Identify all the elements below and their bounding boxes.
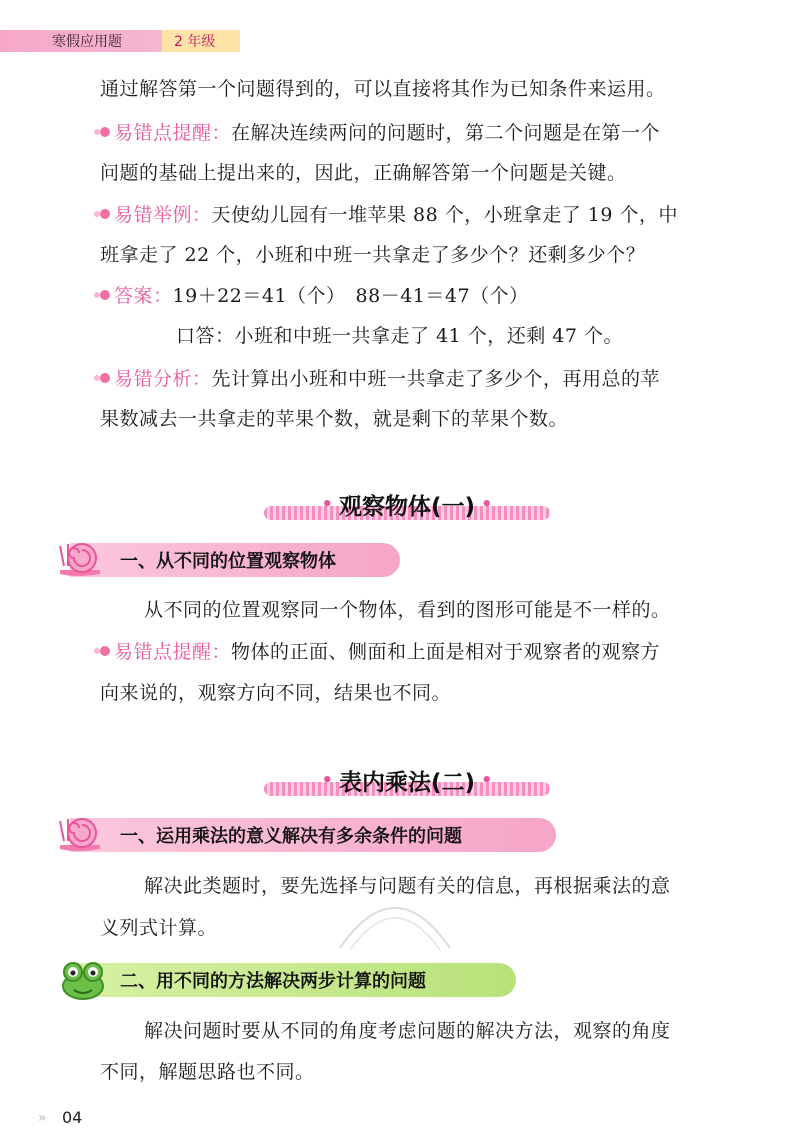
bullet-icon bbox=[100, 373, 110, 383]
analysis-label: 易错分析： bbox=[114, 368, 212, 390]
snail-icon bbox=[56, 536, 104, 580]
section-title-multiplication: • 表内乘法(二) • bbox=[264, 760, 550, 800]
example-line-2: 班拿走了 22 个，小班和中班一共拿走了多少个？还剩多少个？ bbox=[100, 244, 646, 266]
section2-sub1-line-1: 解决此类题时，要先选择与问题有关的信息，再根据乘法的意 bbox=[144, 875, 671, 897]
watermark-stamp bbox=[330, 878, 460, 958]
subsection-bar bbox=[70, 818, 556, 852]
bullet-icon bbox=[100, 646, 110, 656]
grade-label: 2 年级 bbox=[162, 30, 240, 52]
section-title-observe: • 观察物体(一) • bbox=[264, 484, 550, 524]
example-label: 易错举例： bbox=[114, 204, 212, 226]
analysis-line-1: 易错分析：先计算出小班和中班一共拿走了多少个，再用总的苹 bbox=[100, 366, 660, 392]
subsection-title: 一、从不同的位置观察物体 bbox=[120, 551, 336, 572]
answer-label: 答案： bbox=[114, 285, 173, 307]
bullet-icon bbox=[100, 209, 110, 219]
book-title: 寒假应用题 bbox=[0, 30, 162, 52]
tip-line-1: 易错点提醒：在解决连续两问的问题时，第二个问题是在第一个 bbox=[100, 120, 660, 146]
answer-line-2: 口答：小班和中班一共拿走了 41 个，还剩 47 个。 bbox=[176, 325, 624, 347]
snail-icon bbox=[56, 811, 104, 855]
section2-sub1-line-2: 义列式计算。 bbox=[100, 917, 218, 939]
page-number: 04 bbox=[62, 1108, 83, 1127]
subsection-bar bbox=[70, 963, 516, 997]
example-line-1: 易错举例：天使幼儿园有一堆苹果 88 个，小班拿走了 19 个，中 bbox=[100, 202, 678, 228]
tip-line-2: 问题的基础上提出来的，因此，正确解答第一个问题是关键。 bbox=[100, 162, 627, 184]
subsection-title: 二、用不同的方法解决两步计算的问题 bbox=[120, 971, 426, 992]
section1-tip-line-2: 向来说的，观察方向不同，结果也不同。 bbox=[100, 682, 452, 704]
paragraph-continuation: 通过解答第一个问题得到的，可以直接将其作为已知条件来运用。 bbox=[100, 78, 666, 100]
tip-label: 易错点提醒： bbox=[114, 641, 232, 663]
subsection-title: 一、运用乘法的意义解决有多余条件的问题 bbox=[120, 826, 462, 847]
section1-text: 从不同的位置观察同一个物体，看到的图形可能是不一样的。 bbox=[144, 599, 671, 621]
frog-icon bbox=[60, 958, 106, 1002]
bullet-icon bbox=[100, 127, 110, 137]
tip-label: 易错点提醒： bbox=[114, 122, 232, 144]
section2-sub2-line-2: 不同，解题思路也不同。 bbox=[100, 1061, 315, 1083]
section2-sub2-line-1: 解决问题时要从不同的角度考虑问题的解决方法，观察的角度 bbox=[144, 1020, 671, 1042]
answer-line-1: 答案：19＋22＝41（个） 88－41＝47（个） bbox=[100, 283, 529, 309]
bullet-icon bbox=[100, 290, 110, 300]
section1-tip-line-1: 易错点提醒：物体的正面、侧面和上面是相对于观察者的观察方 bbox=[100, 639, 660, 665]
page-arrows-icon: » bbox=[38, 1110, 47, 1126]
subsection-bar bbox=[70, 543, 400, 577]
running-header bbox=[0, 30, 240, 52]
analysis-line-2: 果数减去一共拿走的苹果个数，就是剩下的苹果个数。 bbox=[100, 408, 569, 430]
